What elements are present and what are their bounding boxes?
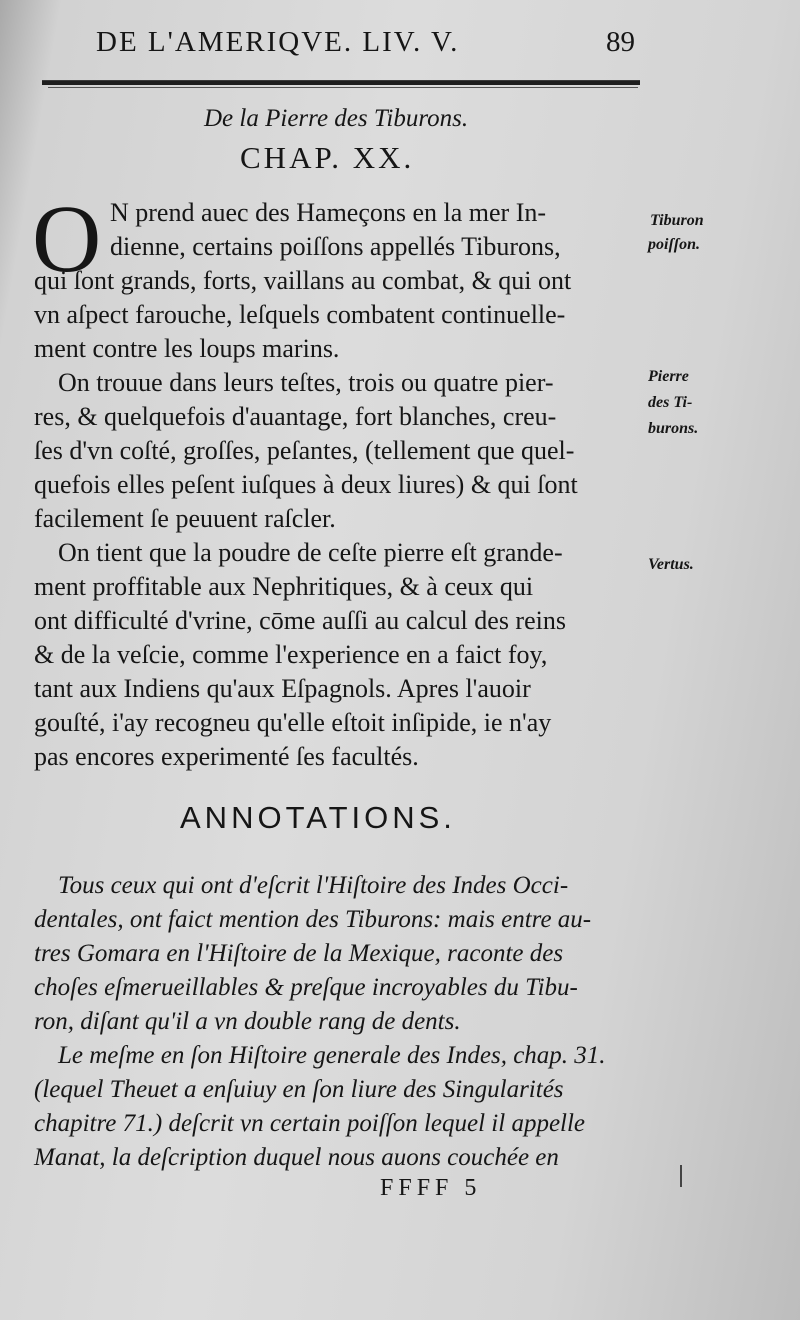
annotation-line: (lequel Theuet a enſuiuy en ſon liure des Singularités (34, 1076, 564, 1103)
body-line: quefois elles peſent iuſques à deux liures) & qui ſont (34, 470, 578, 499)
page-number: 89 (606, 26, 635, 58)
body-line: res, & quelquefois d'auantage, fort blanches, creu- (34, 402, 557, 431)
margin-note: poiſſon. (648, 236, 700, 253)
body-line: N prend auec des Hameçons en la mer In- (110, 198, 547, 227)
annotation-line: Tous ceux qui ont d'eſcrit l'Hiſtoire des Indes Occi- (58, 872, 569, 899)
body-line: facilement ſe peuuent raſcler. (34, 504, 336, 533)
body-line: dienne, certains poiſſons appellés Tiburons, (110, 232, 561, 261)
annotation-line: ron, diſant qu'il a vn double rang de dents. (34, 1008, 461, 1035)
annotation-line: chapitre 71.) deſcrit vn certain poiſſon lequel il appelle (34, 1110, 586, 1137)
body-line: ſes d'vn coſté, groſſes, peſantes, (tellement que quel- (34, 436, 575, 465)
chapter-heading: CHAP. XX. (240, 140, 415, 175)
annotation-line: choſes eſmerueillables & preſque incroyables du Tibu- (34, 974, 578, 1001)
body-line: tant aux Indiens qu'aux Eſpagnols. Apres l'auoir (34, 674, 531, 703)
body-line: ment proffitable aux Nephritiques, & à ceux qui (34, 572, 534, 601)
signature-mark: FFFF 5 (380, 1175, 482, 1201)
annotations-heading: ANNOTATIONS. (180, 800, 456, 835)
margin-note: burons. (648, 420, 699, 437)
annotation-line: Le meſme en ſon Hiſtoire generale des Indes, chap. 31. (58, 1042, 606, 1069)
margin-note: des Ti- (648, 394, 693, 411)
body-line: vn aſpect farouche, leſquels combatent continuelle- (34, 300, 566, 329)
running-title: DE L'AMERIQVE. LIV. V. (96, 26, 460, 58)
body-line: qui ſont grands, forts, vaillans au combat, & qui ont (34, 266, 572, 295)
header-rule-thin (48, 87, 638, 88)
margin-mark (680, 1165, 682, 1187)
body-line: On trouue dans leurs teſtes, trois ou quatre pier- (58, 368, 554, 397)
annotation-line: Manat, la deſcription duquel nous auons couchée en (34, 1144, 559, 1171)
body-line: On tient que la poudre de ceſte pierre eſt grande- (58, 538, 563, 567)
margin-note: Tiburon (650, 212, 704, 229)
annotation-line: tres Gomara en l'Hiſtoire de la Mexique, raconte des (34, 940, 564, 967)
margin-note: Pierre (648, 368, 689, 385)
chapter-subtitle: De la Pierre des Tiburons. (204, 105, 469, 132)
annotation-line: dentales, ont faict mention des Tiburons: mais entre au- (34, 906, 592, 933)
body-line: ment contre les loups marins. (34, 334, 340, 363)
body-line: ont difficulté d'vrine, cōme auſſi au calcul des reins (34, 606, 566, 635)
margin-note: Vertus. (648, 556, 694, 573)
body-line: & de la veſcie, comme l'experience en a faict foy, (34, 640, 548, 669)
drop-cap: O (32, 185, 102, 292)
body-line: pas encores experimenté ſes facultés. (34, 742, 419, 771)
body-line: gouſté, i'ay recogneu qu'elle eſtoit inſipide, ie n'ay (34, 708, 552, 737)
header-rule (42, 80, 640, 85)
